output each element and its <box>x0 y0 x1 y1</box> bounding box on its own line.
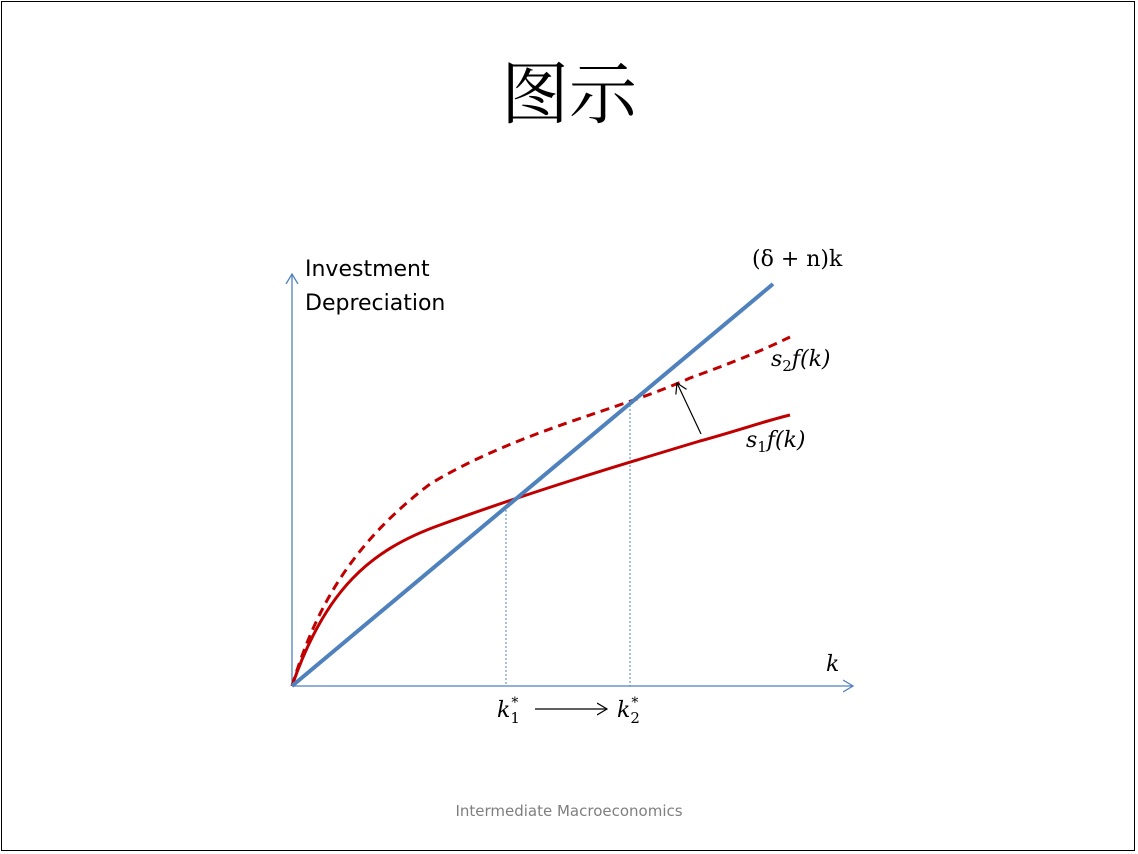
k2-star-label: k* 2 <box>617 695 640 727</box>
k1-star-label: k* 1 <box>497 695 520 727</box>
s2f-curve <box>292 337 790 686</box>
depreciation-line <box>292 284 773 686</box>
y-axis-label-line1: Investment <box>305 257 430 282</box>
shift-arrow <box>677 383 701 434</box>
y-axis-label-line2: Depreciation <box>305 291 446 316</box>
slide-footer: Intermediate Macroeconomics <box>455 802 683 820</box>
depreciation-line-label: (δ + n)k <box>752 247 843 272</box>
s1f-label: s1f(k) <box>746 428 806 456</box>
s1f-curve <box>292 415 790 686</box>
s2f-label: s2f(k) <box>771 347 831 375</box>
x-axis-label: k <box>826 652 840 677</box>
slide-title: 图示 <box>500 56 637 135</box>
